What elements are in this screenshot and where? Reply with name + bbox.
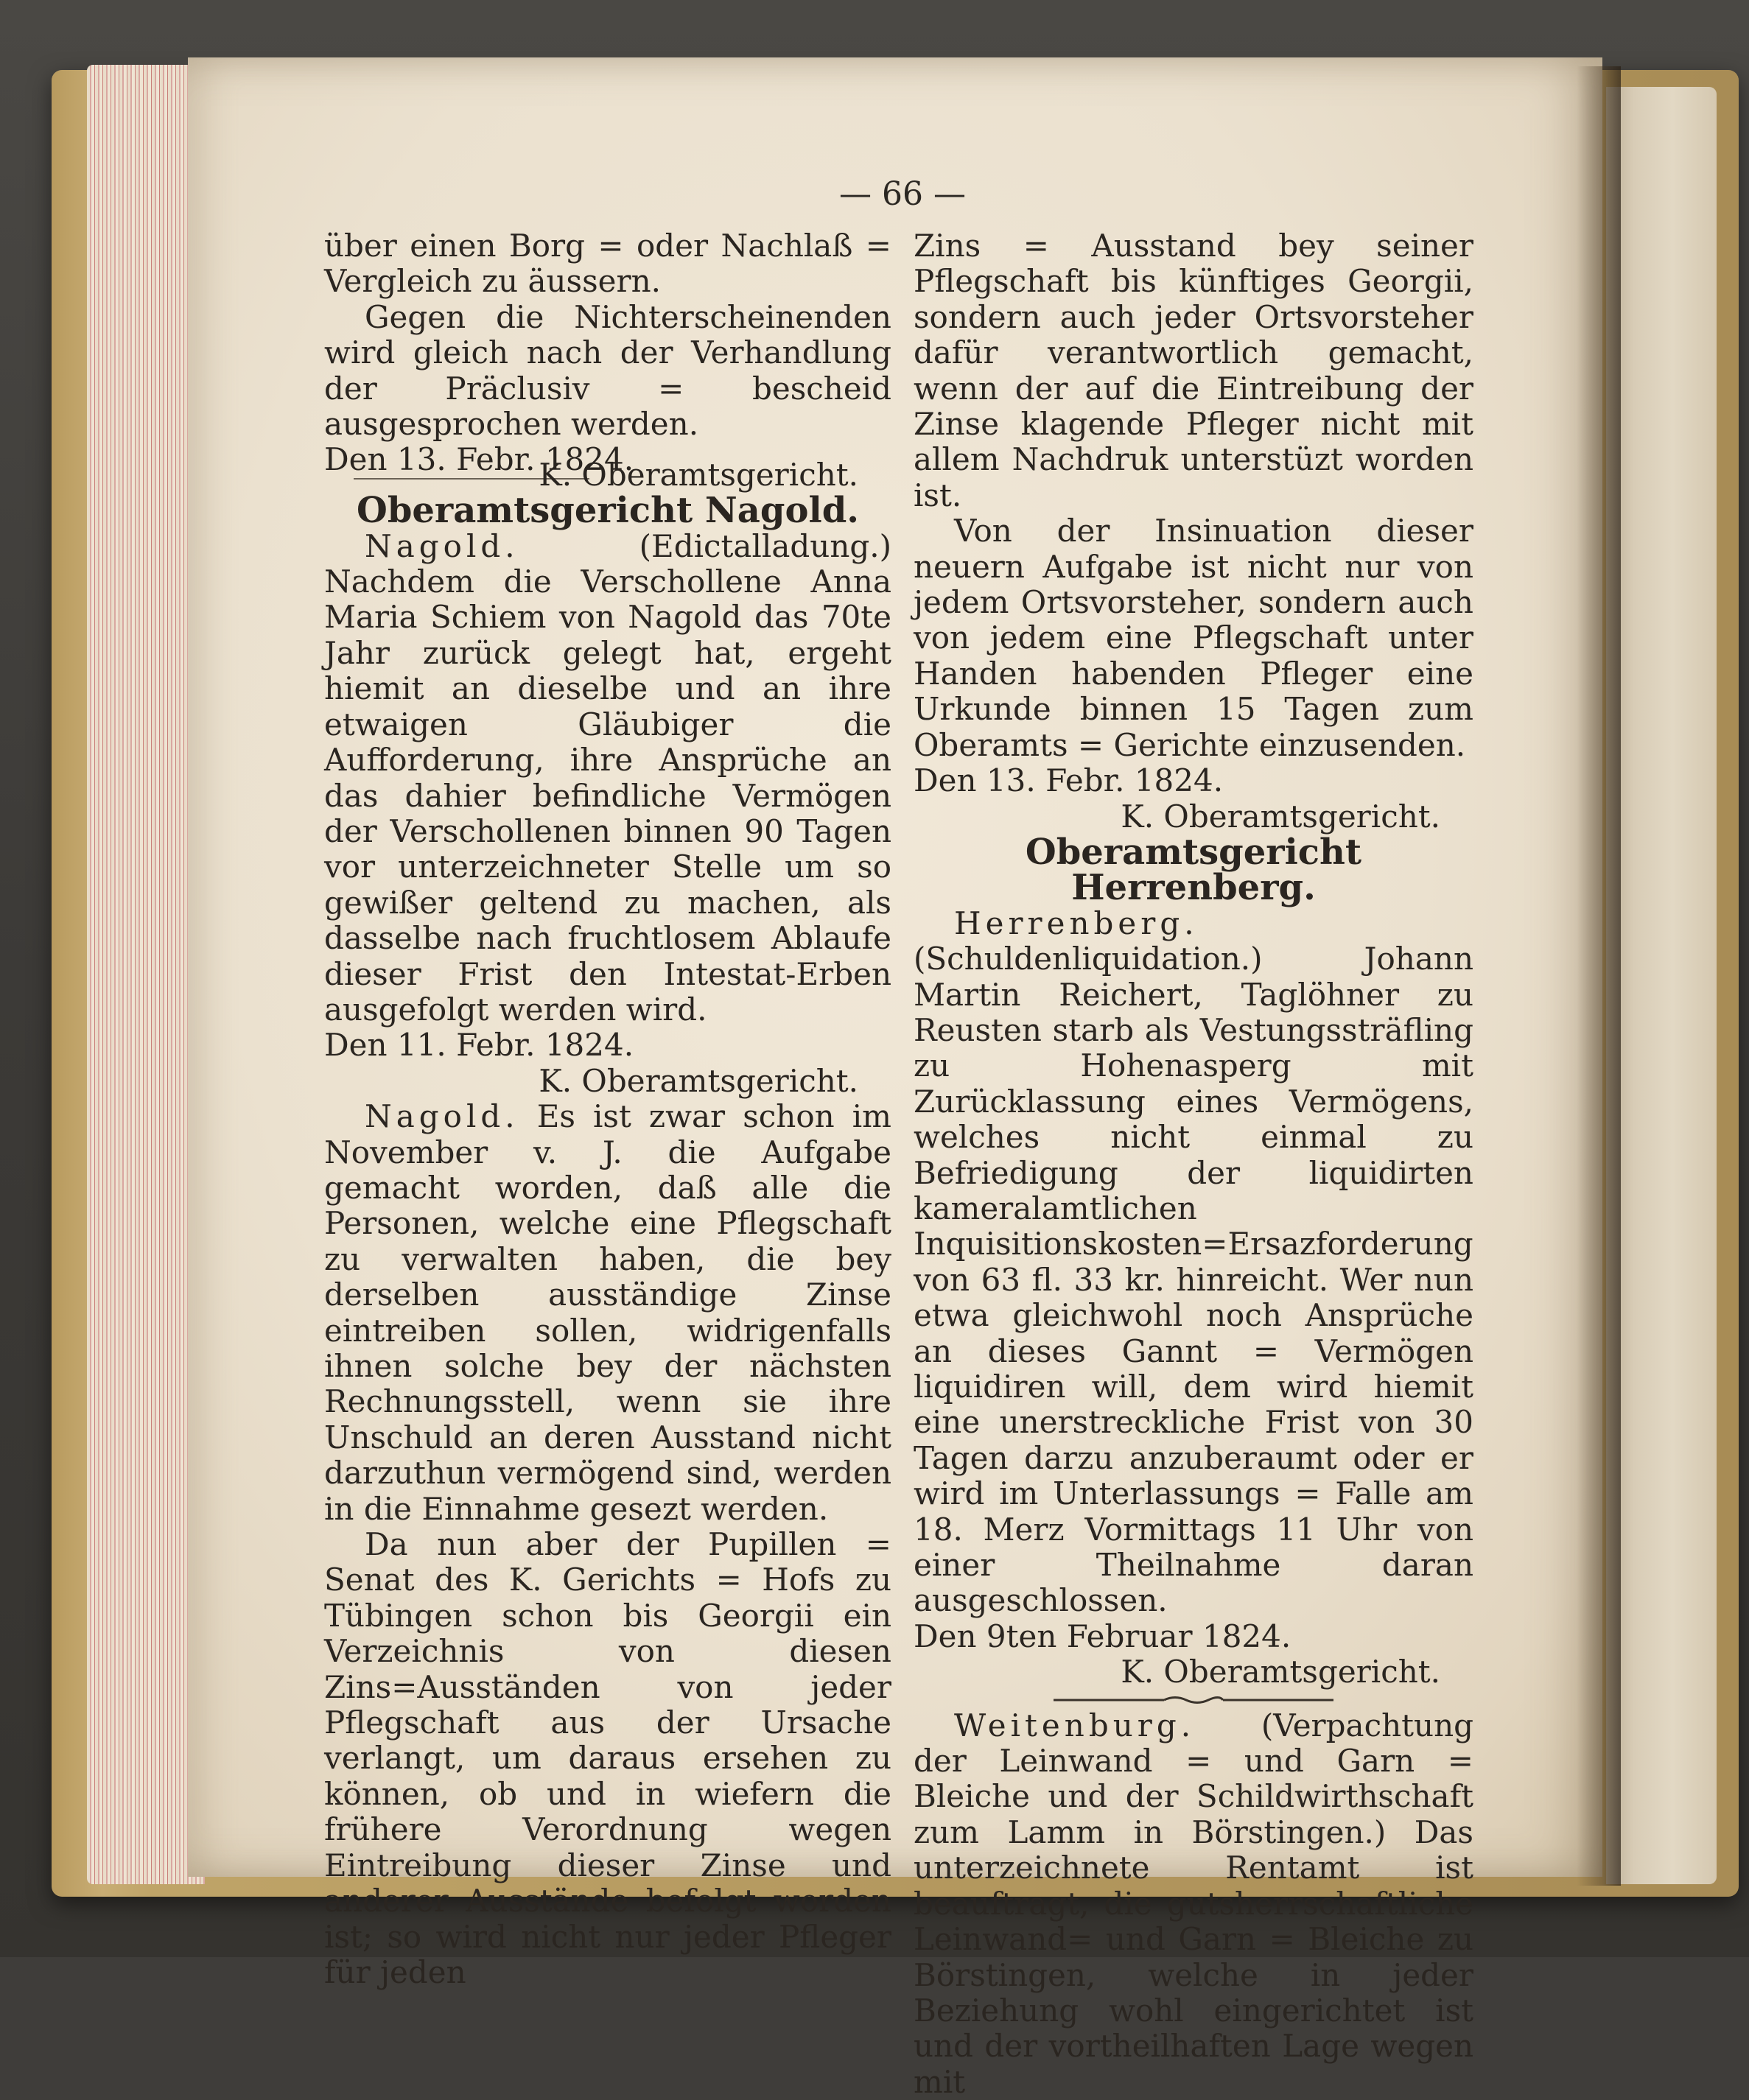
place-name: Nagold. — [365, 1098, 519, 1135]
ornamental-divider — [1054, 1695, 1333, 1705]
right-column — [914, 228, 1473, 2100]
paragraph-text: (Verpachtung der Leinwand = und Garn = Bleiche und der Schildwirthschaft zum Lamm in Börstingen.) Das unterzeichnete Rentamt ist beauftragt, die gutsherrschaftliche Leinwand= und Garn = Bleiche zu Börstingen, welche in jeder Beziehung wohl eingerichtet ist und der vortheilhaften Lage wegen mit — [914, 1707, 1473, 2100]
paragraph-text: Es ist zwar schon im November v. J. die Aufgabe gemacht worden, daß alle die Personen, welche eine Pflegschaft zu verwalten haben, die bey derselben ausständige Zinse eintreiben sollen, widrigenfalls ihnen solche bey der nächsten Rechnungsstell, wenn sie ihre Unschuld an deren Ausstand nicht darzuthun vermögend sind, werden in die Einnahme gesezt werden. — [324, 1098, 891, 1527]
signature-line: K. Oberamtsgericht. — [1121, 1654, 1440, 1690]
paragraph — [324, 529, 891, 1028]
signature-line: K. Oberamtsgericht. — [1121, 798, 1440, 835]
page-edges — [87, 65, 205, 1884]
paragraph: Da nun aber der Pupillen = Senat des K. Gerichts = Hofs zu Tübingen schon bis Georgii ein Verzeichnis von diesen Zins=Ausständen von jeder Pflegschaft aus der Ursache verlangt, um daraus ersehen zu können, ob und in wiefern die frühere Verordnung wegen Eintreibung dieser Zinse und anderer Ausstände befolgt worden ist; so wird nicht nur jeder Pfleger für jeden — [324, 1526, 891, 1990]
date-line: Den 11. Febr. 1824. — [324, 1027, 634, 1064]
section-heading: Oberamtsgericht Herrenberg. — [1025, 831, 1362, 909]
page-number: — 66 — — [839, 175, 966, 213]
paragraph — [914, 906, 1473, 1619]
place-name: Nagold. — [365, 527, 519, 564]
date-line: Den 13. Febr. 1824. — [914, 762, 1224, 799]
place-name: Herrenberg. — [954, 905, 1199, 941]
book-gutter — [1577, 66, 1621, 1886]
paragraph-text: (Edictalladung.) Nachdem die Verschollene Anna Maria Schiem von Nagold das 70te Jahr zurück gelegt hat, ergeht hiemit an dieselbe und an ihre etwaigen Gläubiger die Aufforderung, ihre Ansprüche an das dahier befindliche Vermögen der Verschollenen binnen 90 Tagen vor unterzeichneter Stelle um so gewißer geltend zu machen, als dasselbe nach fruchtlosem Ablaufe dieser Frist den Intestat-Erben ausgefolgt werden wird. — [324, 527, 891, 1028]
date-line: Den 13. Febr. 1824. — [324, 441, 634, 478]
paragraph: Gegen die Nichterscheinenden wird gleich nach der Verhandlung der Präclusiv = bescheid ausgesprochen werden. — [324, 298, 891, 443]
date-line: Den 9ten Februar 1824. — [914, 1618, 1291, 1654]
paragraph — [914, 1708, 1473, 2100]
place-name: Weitenburg. — [954, 1707, 1196, 1743]
paragraph: über einen Borg = oder Nachlaß = Vergleich zu äussern. — [324, 228, 891, 300]
paragraph-text: (Schuldenliquidation.) Johann Martin Reichert, Taglöhner zu Reusten starb als Vestungssträfling zu Hohenasperg mit Zurücklassung eines Vermögens, welches nicht einmal zu Befriedigung der liquidirten kameralamtlichen Inquisitionskosten=Ersazforderung von 63 fl. 33 kr. hinreicht. Wer nun etwa gleichwohl noch Ansprüche an dieses Gannt = Vermögen liquidiren will, dem wird hiemit eine unerstreckliche Frist von 30 Tagen darzu anzuberaumt oder er wird im Unterlassungs = Falle am 18. Merz Vormittags 11 Uhr von einer Theilnahme daran ausgeschlossen. — [914, 941, 1473, 1619]
signature-line: K. Oberamtsgericht. — [539, 456, 858, 493]
left-column — [324, 228, 891, 1990]
signature-line: K. Oberamtsgericht. — [539, 1062, 858, 1099]
paragraph: Zins = Ausstand bey seiner Pflegschaft bis künftiges Georgii, sondern auch jeder Ortsvorsteher dafür verantwortlich gemacht, wenn der auf die Eintreibung der Zinse klagende Pfleger nicht mit allem Nachdruk unterstüzt worden ist. — [914, 228, 1473, 513]
paragraph — [324, 1099, 891, 1527]
paragraph: Von der Insinuation dieser neuern Aufgabe ist nicht nur von jedem Ortsvorsteher, sondern auch von jedem eine Pflegschaft unter Handen habenden Pfleger eine Urkunde binnen 15 Tagen zum Oberamts = Gerichte einzusenden. — [914, 513, 1473, 763]
facing-page-edge — [1606, 87, 1717, 1884]
section-heading: Oberamtsgericht Nagold. — [357, 490, 859, 532]
